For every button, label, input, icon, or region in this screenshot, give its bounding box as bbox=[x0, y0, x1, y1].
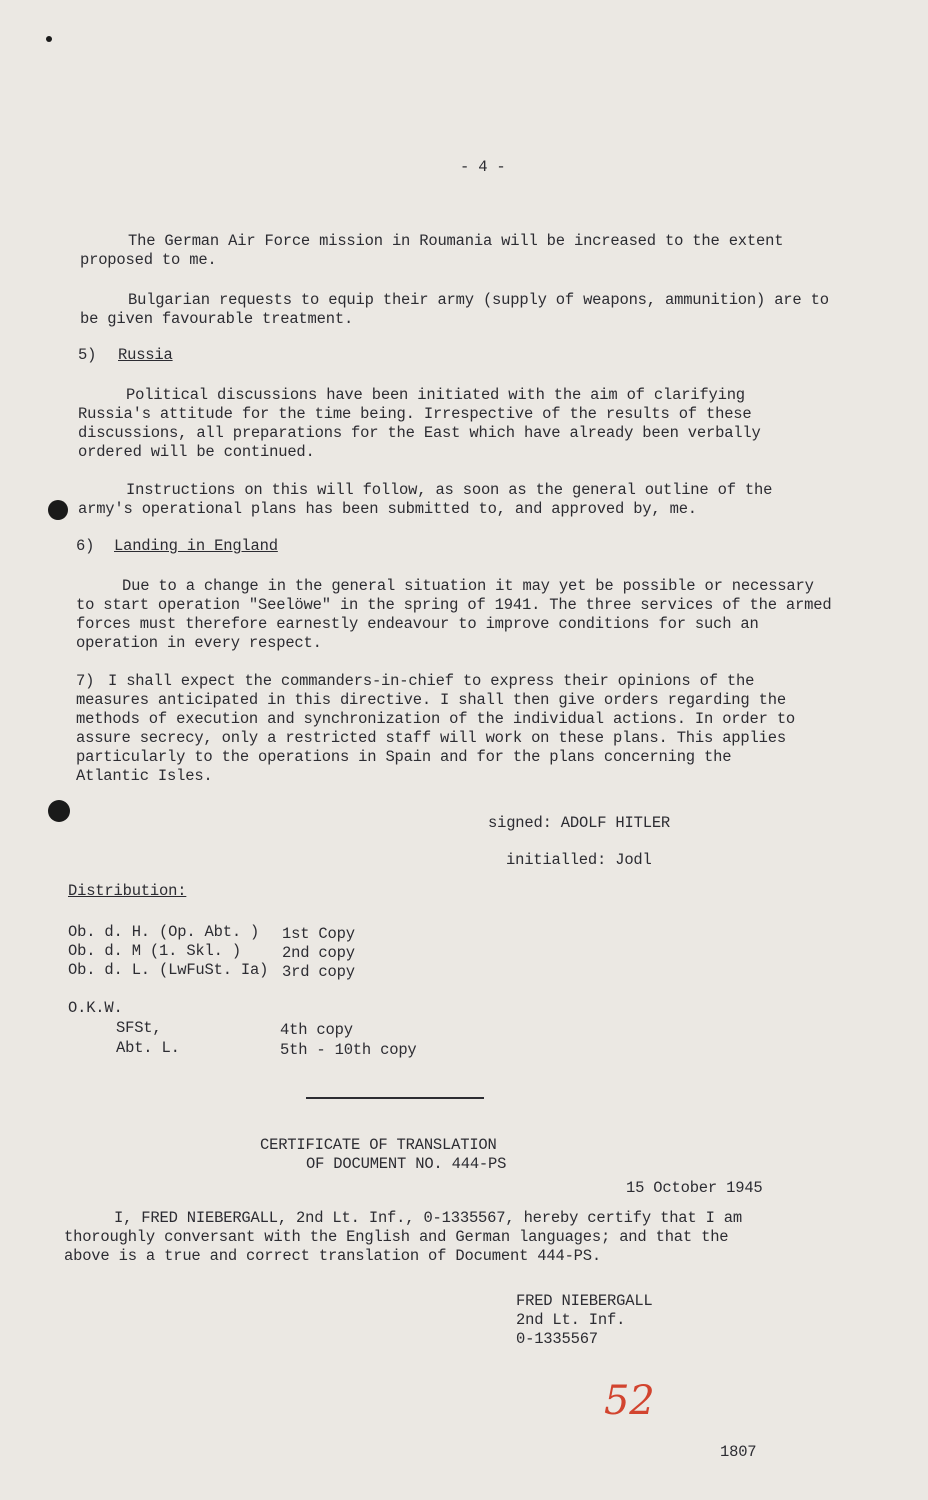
heading-russia-number: 5) bbox=[78, 346, 97, 364]
distribution-heading: Distribution: bbox=[68, 882, 187, 900]
signed-line: signed: ADOLF HITLER bbox=[488, 814, 671, 832]
paragraph-russia-instructions: Instructions on this will follow, as soon as the general outline of the army's operational plans has been submitted to, and approved by, me. bbox=[78, 481, 773, 518]
certificate-date: 15 October 1945 bbox=[626, 1179, 763, 1197]
distribution-copy: 1st Copy bbox=[282, 925, 355, 943]
certificate-title: CERTIFICATE OF TRANSLATION bbox=[260, 1136, 497, 1154]
distribution-copy: 2nd copy bbox=[282, 944, 355, 962]
translator-name: FRED NIEBERGALL bbox=[516, 1292, 653, 1310]
divider-rule bbox=[306, 1097, 484, 1099]
okw-label: O.K.W. bbox=[68, 999, 123, 1017]
paragraph-england: Due to a change in the general situation it may yet be possible or necessary to start operation "Seelöwe" in the spring of 1941. The three services of the armed forces must therefore earnestly endeavour to improve conditions for such an operation in every respect. bbox=[76, 577, 832, 652]
distribution-recipient: Ob. d. L. (LwFuSt. Ia) bbox=[68, 961, 269, 979]
heading-england-number: 6) bbox=[76, 537, 95, 555]
okw-copy: 5th - 10th copy bbox=[280, 1041, 417, 1059]
paragraph-seven-number: 7) bbox=[76, 672, 95, 690]
handwritten-page-number: 52 bbox=[604, 1378, 655, 1424]
paragraph-seven: I shall expect the commanders-in-chief to express their opinions of the measures anticipated in this directive. I shall then give orders regarding the methods of execution and synchronization of the individual actions. In order to assure secrecy, only a restricted staff will work on these plans. This applies particularly to the operations in Spain and for the plans concerning the Atlantic Isles. bbox=[76, 672, 796, 785]
binding-hole-mark-middle bbox=[48, 500, 68, 520]
distribution-recipient: Ob. d. H. (Op. Abt. ) bbox=[68, 923, 260, 941]
binding-hole-mark-top bbox=[46, 36, 52, 42]
page-number: - 4 - bbox=[460, 158, 506, 176]
certificate-document-number: OF DOCUMENT NO. 444-PS bbox=[306, 1155, 507, 1173]
translator-rank: 2nd Lt. Inf. bbox=[516, 1311, 626, 1329]
okw-recipient: SFSt, bbox=[116, 1019, 162, 1037]
paragraph-air-force: The German Air Force mission in Roumania will be increased to the extent proposed to me. bbox=[80, 232, 784, 269]
certificate-body: I, FRED NIEBERGALL, 2nd Lt. Inf., 0-1335567, hereby certify that I am thoroughly conversant with the English and German languages; and that the above is a true and correct translation of Document 444-PS. bbox=[64, 1209, 743, 1265]
paragraph-bulgaria: Bulgarian requests to equip their army (supply of weapons, ammunition) are to be given favourable treatment. bbox=[80, 291, 829, 328]
heading-russia: Russia bbox=[118, 346, 173, 364]
paragraph-russia-discussions: Political discussions have been initiated with the aim of clarifying Russia's attitude for the time being. Irrespective of the results of these discussions, all preparations for the East which have already been verbally ordered will be continued. bbox=[78, 386, 761, 461]
corner-page-number: 1807 bbox=[720, 1443, 757, 1461]
distribution-recipient: Ob. d. M (1. Skl. ) bbox=[68, 942, 241, 960]
heading-england: Landing in England bbox=[114, 537, 278, 555]
okw-copy: 4th copy bbox=[280, 1021, 353, 1039]
distribution-copy: 3rd copy bbox=[282, 963, 355, 981]
binding-hole-mark-bottom bbox=[48, 800, 70, 822]
initialled-line: initialled: Jodl bbox=[506, 851, 652, 869]
okw-recipient: Abt. L. bbox=[116, 1039, 180, 1057]
translator-serial: 0-1335567 bbox=[516, 1330, 598, 1348]
